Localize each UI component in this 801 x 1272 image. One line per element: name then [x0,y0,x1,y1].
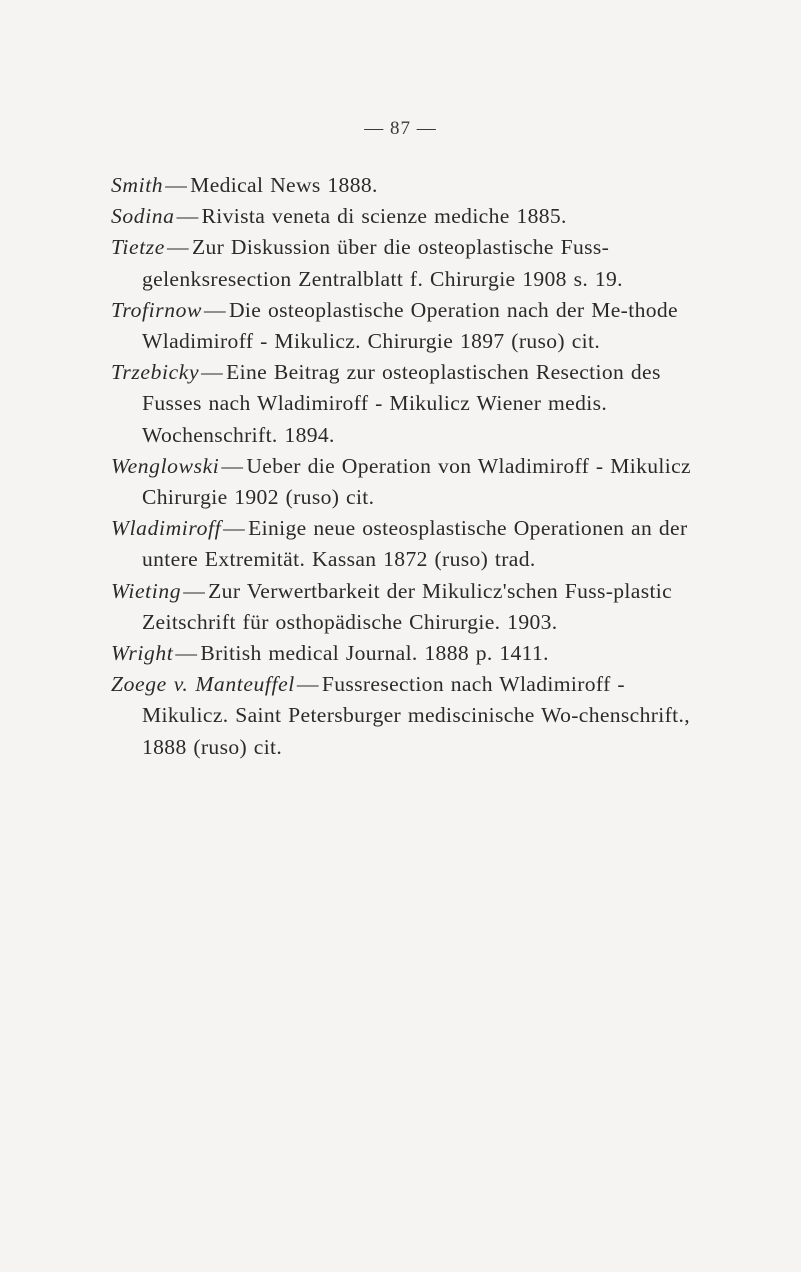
reference-text: Einige neue osteosplastische Operationen an der untere Extremität. Kassan 1872 (ruso) trad. [142,516,688,572]
reference-author: Wieting [111,578,182,603]
reference-text: Die osteoplastische Operation nach der Me-thode Wladimiroff - Mikulicz. Chirurgie 1897 (ruso) cit. [142,297,678,354]
separator-dash: — [296,672,319,697]
separator-dash: — [176,204,199,229]
separator-dash: — [175,641,198,666]
reference-text: Zur Diskussion über die osteoplastische Fuss-gelenksresection Zentralblatt f. Chirurgie 1908 s. 19. [142,235,623,291]
separator-dash: — [221,453,244,478]
separator-dash: — [165,173,188,197]
reference-author: Wright [111,641,174,666]
reference-text: British medical Journal. 1888 p. 1411. [200,641,549,666]
reference-item [111,170,711,201]
reference-author: Sodina [111,204,175,229]
reference-item [111,576,711,638]
reference-list [111,170,711,763]
reference-text: Eine Beitrag zur osteoplastischen Resection des Fusses nach Wladimiroff - Mikulicz Wiener medis. Wochenschrift. 1894. [142,360,661,447]
reference-author: Trzebicky [111,360,200,385]
reference-text: Ueber die Operation von Wladimiroff - Mikulicz Chirurgie 1902 (ruso) cit. [142,453,691,510]
reference-item [111,232,711,294]
reference-item [111,638,711,669]
separator-dash: — [167,235,189,260]
reference-text: Fussresection nach Wladimiroff - Mikulicz. Saint Petersburger mediscinische Wo-chenschrift., 1888 (ruso) cit. [142,672,691,759]
reference-text: Zur Verwertbarkeit der Mikulicz'schen Fuss-plastic Zeitschrift für osthopädische Chirurgie. 1903. [142,578,673,634]
separator-dash: — [201,360,224,385]
reference-item [111,357,711,451]
reference-text: Medical News 1888. [190,173,378,197]
separator-dash: — [204,297,226,322]
reference-author: Trofirnow [111,297,203,322]
reference-item [111,295,711,357]
reference-item [111,451,711,513]
page-number: — 87 — [364,118,437,139]
reference-author: Smith [111,173,164,197]
reference-author: Tietze [111,235,165,260]
reference-item [111,201,711,232]
reference-item [111,513,711,575]
reference-text: Rivista veneta di scienze mediche 1885. [201,204,567,229]
separator-dash: — [183,578,206,603]
reference-author: Wladimiroff [111,516,222,541]
reference-author: Wenglowski [111,453,220,478]
reference-author: Zoege v. Manteuffel [111,672,295,697]
reference-item [111,669,711,763]
separator-dash: — [223,516,246,541]
